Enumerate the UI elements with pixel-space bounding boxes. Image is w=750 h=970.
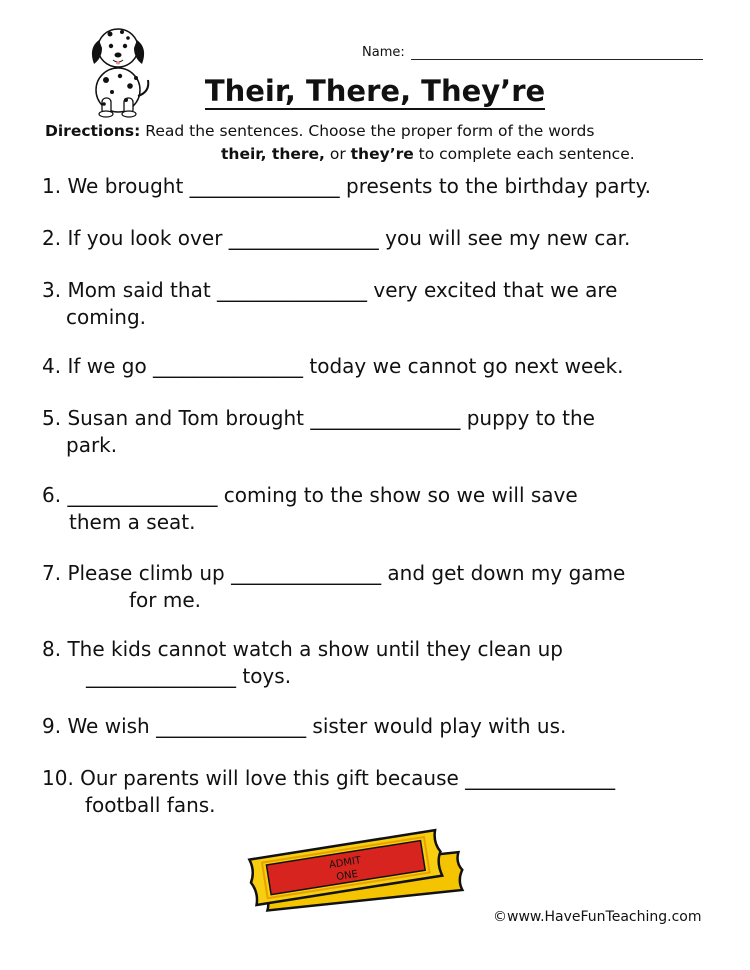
question-text: 1. We brought _______________ presents to the birthday party. [42, 174, 651, 198]
question-text: 6. _______________ coming to the show so we will save [42, 483, 578, 507]
admit-one-ticket-icon [240, 823, 472, 913]
question-continuation: them a seat. [69, 510, 196, 534]
question-4 [42, 353, 624, 380]
question-continuation: _______________ toys. [86, 664, 292, 688]
question-1 [42, 173, 651, 200]
question-6 [42, 482, 578, 536]
directions-label: Directions: [45, 122, 141, 140]
question-text: 8. The kids cannot watch a show until they clean up [42, 637, 563, 661]
directions-text: Read the sentences. Choose the proper form of the words [140, 122, 595, 140]
page-title [0, 74, 750, 108]
question-continuation: coming. [66, 305, 146, 329]
question-3 [42, 277, 617, 331]
question-text: 4. If we go _______________ today we cannot go next week. [42, 354, 624, 378]
ticket-text-one: ONE [335, 868, 359, 884]
question-10 [42, 765, 615, 819]
name-line[interactable] [411, 47, 703, 60]
question-text: 3. Mom said that _______________ very excited that we are [42, 278, 618, 302]
question-text: 5. Susan and Tom brought _______________ puppy to the [42, 406, 595, 430]
question-9 [42, 713, 566, 740]
directions-word-their-there: their, there, [221, 145, 325, 163]
directions-line-2 [221, 145, 635, 163]
question-8 [42, 636, 563, 690]
question-text: 10. Our parents will love this gift because _______________ [42, 766, 616, 790]
directions-word-theyre: they’re [350, 145, 414, 163]
question-text: 9. We wish _______________ sister would play with us. [42, 714, 567, 738]
question-continuation: park. [66, 433, 118, 457]
question-text: 2. If you look over _______________ you will see my new car. [42, 226, 631, 250]
name-field[interactable] [362, 45, 703, 60]
name-label: Name: [362, 45, 405, 60]
ticket-text-admit: ADMIT [328, 855, 362, 872]
question-2 [42, 225, 630, 252]
copyright-footer: ©www.HaveFunTeaching.com [493, 909, 702, 925]
question-text: 7. Please climb up _______________ and get down my game [42, 561, 626, 585]
question-continuation: for me. [129, 588, 202, 612]
directions-line-1 [45, 122, 594, 140]
directions-or: or [324, 145, 351, 163]
directions-tail: to complete each sentence. [413, 145, 635, 163]
title-text: Their, There, They’re [204, 74, 546, 108]
question-continuation: football fans. [85, 793, 216, 817]
question-7 [42, 560, 625, 614]
question-5 [42, 405, 595, 459]
